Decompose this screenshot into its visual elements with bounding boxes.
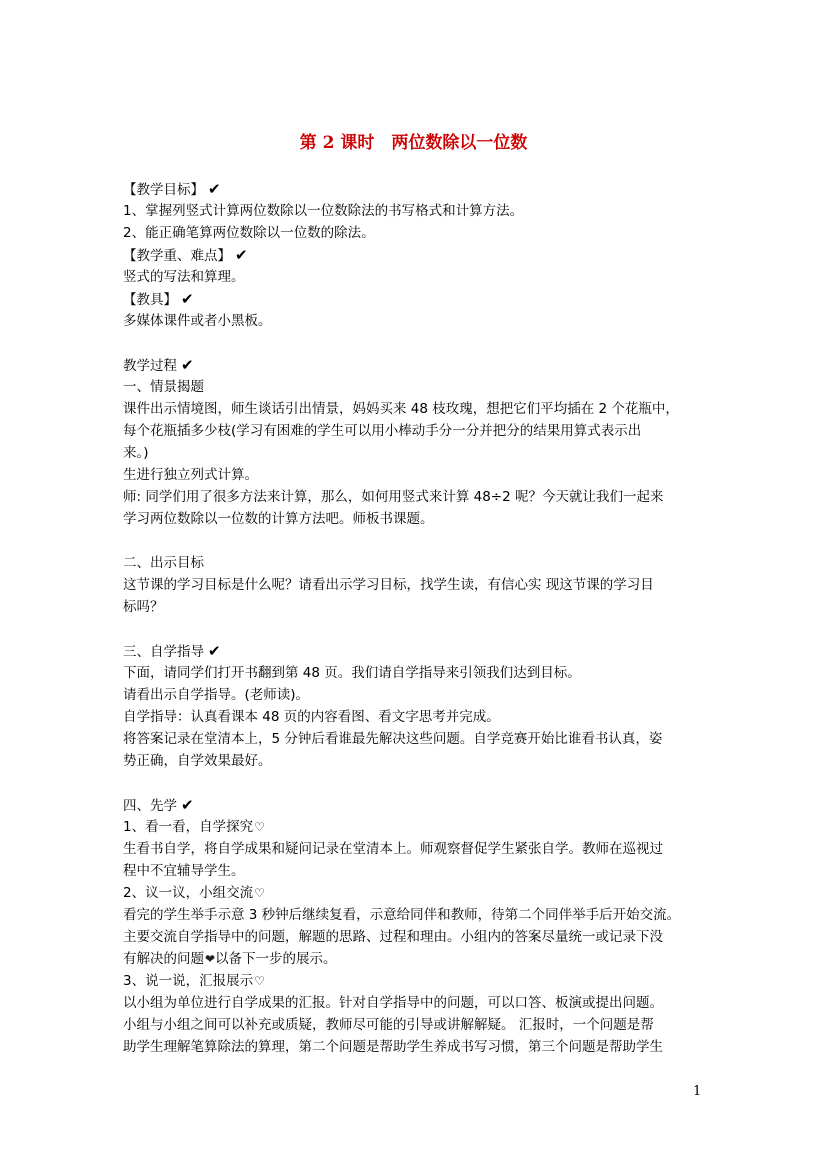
tools-text: 多媒体课件或者小黑板。	[123, 313, 272, 329]
document-body	[123, 178, 713, 1058]
paragraph-text: 以备下一步的展示。	[215, 951, 337, 967]
process-heading-text: 教学过程	[123, 358, 177, 374]
sub-heading-text: 2、议一议，小组交流	[123, 885, 254, 901]
paragraph-line: 小组与小组之间可以补充或质疑，教师尽可能的引导或讲解解疑。 汇报时，一个问题是帮	[123, 1017, 654, 1033]
paragraph-line: 课件出示情境图，师生谈话引出情景，妈妈买来 48 枝玫瑰，想把它们平均插在 2 个花瓶中，	[123, 401, 679, 417]
sub-heading-text: 1、看一看，自学探究	[123, 819, 254, 835]
paragraph-line: 学习两位数除以一位数的计算方法吧。师板书课题。	[123, 511, 434, 527]
paragraph-line: 请看出示自学指导。(老师读)。	[123, 687, 310, 703]
heart-outline-icon: ♡	[254, 886, 265, 900]
check-icon: ✔	[181, 290, 194, 308]
check-icon: ✔	[181, 796, 194, 814]
paragraph-line: 将答案记录在堂清本上，5 分钟后看谁最先解决这些问题。自学竞赛开始比谁看书认真，姿	[123, 731, 663, 747]
paragraph-line: 以小组为单位进行自学成果的汇报。针对自学指导中的问题，可以口答、板演或提出问题。	[123, 995, 663, 1011]
paragraph-line: 师: 同学们用了很多方法来计算，那么，如何用竖式来计算 48÷2 呢？今天就让我们一起来	[123, 489, 664, 505]
section-heading: 一、情景揭题	[123, 379, 204, 395]
paragraph-line: 标吗？	[123, 599, 164, 615]
sub-heading-text: 3、说一说，汇报展示	[123, 973, 254, 989]
paragraph-line	[123, 948, 713, 970]
goals-heading	[123, 178, 713, 200]
check-icon: ✔	[208, 642, 221, 660]
heart-solid-icon: ❤	[205, 952, 216, 966]
check-icon: ✔	[181, 356, 194, 374]
section-heading-text: 四、先学	[123, 798, 177, 814]
section-heading	[123, 794, 713, 816]
paragraph-line: 每个花瓶插多少枝(学习有困难的学生可以用小棒动手分一分并把分的结果用算式表示出	[123, 423, 642, 439]
paragraph-text: 有解决的问题	[123, 951, 204, 967]
paragraph-line: 看完的学生举手示意 3 秒钟后继续复看，示意给同伴和教师，待第二个同伴举手后开始交流。	[123, 907, 681, 923]
tools-heading-text: 【教具】	[123, 292, 177, 308]
heart-outline-icon: ♡	[254, 820, 265, 834]
key-heading	[123, 244, 713, 266]
key-heading-text: 【教学重、难点】	[123, 248, 231, 264]
paragraph-line: 来。)	[123, 445, 149, 461]
sub-heading	[123, 882, 713, 904]
paragraph-line: 助学生理解笔算除法的算理，第二个问题是帮助学生养成书写习惯，第三个问题是帮助学生	[123, 1039, 663, 1055]
tools-heading	[123, 288, 713, 310]
check-icon: ✔	[208, 180, 221, 198]
section-heading: 二、出示目标	[123, 555, 204, 571]
goal-item: 1、掌握列竖式计算两位数除以一位数除法的书写格式和计算方法。	[123, 203, 524, 219]
section-heading-text: 三、自学指导	[123, 644, 204, 660]
page-title: 第 2 课时 两位数除以一位数	[299, 133, 528, 153]
paragraph-line: 程中不宜辅导学生。	[123, 863, 245, 879]
paragraph-line: 生进行独立列式计算。	[123, 467, 258, 483]
paragraph-line: 自学指导：认真看课本 48 页的内容看图、看文字思考并完成。	[123, 709, 500, 725]
page-number: 1	[693, 1084, 702, 1099]
paragraph-line: 生看书自学，将自学成果和疑问记录在堂清本上。师观察督促学生紧张自学。教师在巡视过	[123, 841, 663, 857]
paragraph-line: 主要交流自学指导中的问题，解题的思路、过程和理由。小组内的答案尽量统一或记录下没	[123, 929, 663, 945]
paragraph-line: 势正确，自学效果最好。	[123, 753, 272, 769]
paragraph-line: 下面，请同学们打开书翻到第 48 页。我们请自学指导来引领我们达到目标。	[123, 665, 581, 681]
key-text: 竖式的写法和算理。	[123, 269, 245, 285]
heart-outline-icon: ♡	[254, 974, 265, 988]
section-heading	[123, 640, 713, 662]
goals-heading-text: 【教学目标】	[123, 182, 204, 198]
process-heading	[123, 354, 713, 376]
sub-heading	[123, 816, 713, 838]
paragraph-line: 这节课的学习目标是什么呢？请看出示学习目标，找学生读，有信心实 现这节课的学习目	[123, 577, 654, 593]
check-icon: ✔	[235, 246, 248, 264]
sub-heading	[123, 970, 713, 992]
goal-item: 2、能正确笔算两位数除以一位数的除法。	[123, 225, 375, 241]
